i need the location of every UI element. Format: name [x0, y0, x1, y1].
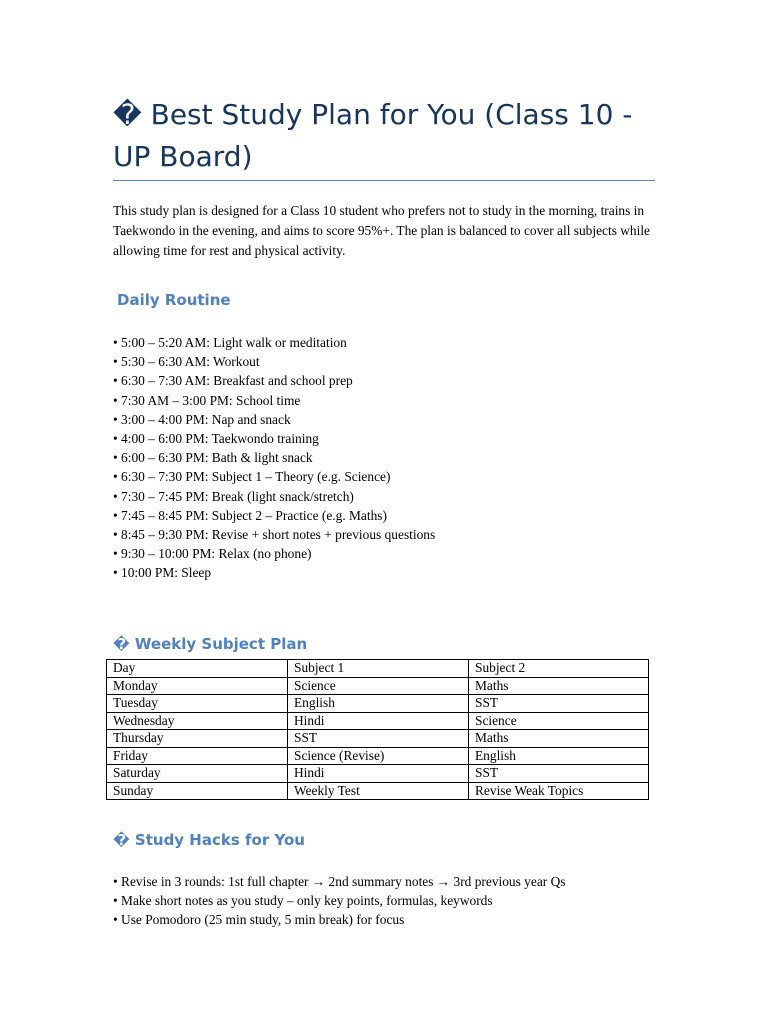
table-header-cell: Subject 1 [288, 660, 469, 678]
table-cell: Hindi [288, 712, 469, 730]
list-item: • 6:00 – 6:30 PM: Bath & light snack [113, 450, 313, 466]
table-cell: Science [469, 712, 649, 730]
intro-paragraph: This study plan is designed for a Class 10 student who prefers not to study in the morning, trains in Taekwondo in the evening, and aims to score 95%+. The plan is balanced to cover all subjects while allowing time for rest and physical activity. [113, 203, 651, 258]
list-item: • 10:00 PM: Sleep [113, 565, 212, 581]
list-item: • 3:00 – 4:00 PM: Nap and snack [113, 411, 291, 427]
list-item: • 7:30 – 7:45 PM: Break (light snack/stretch) [113, 488, 354, 504]
table-cell: Thursday [107, 730, 288, 748]
table-cell: Monday [107, 677, 288, 695]
table-cell: Maths [469, 730, 649, 748]
list-item: • 5:30 – 6:30 AM: Workout [113, 354, 260, 370]
title-underline [113, 180, 655, 181]
table-cell: Friday [107, 747, 288, 765]
document-title: � Best Study Plan for You (Class 10 - UP Board) [113, 98, 633, 173]
list-item: • 5:00 – 5:20 AM: Light walk or meditation [113, 335, 347, 350]
table-cell: Weekly Test [288, 782, 469, 800]
table-header-row [107, 660, 649, 678]
list-item: • 6:30 – 7:30 AM: Breakfast and school prep [113, 373, 353, 389]
table-cell: SST [469, 695, 649, 713]
table-row [107, 695, 649, 713]
list-item: • Revise in 3 rounds: 1st full chapter → 2nd summary notes → 3rd previous year Qs [113, 874, 566, 889]
table-row [107, 747, 649, 765]
table-cell: Tuesday [107, 695, 288, 713]
table-cell: English [288, 695, 469, 713]
table-cell: SST [288, 730, 469, 748]
study-hacks-list [113, 872, 565, 930]
table-cell: Revise Weak Topics [469, 782, 649, 800]
daily-routine-heading: Daily Routine [117, 291, 231, 309]
table-cell: Science (Revise) [288, 747, 469, 765]
table-header-cell: Day [107, 660, 288, 678]
table-cell: SST [469, 765, 649, 783]
list-item: • 7:30 AM – 3:00 PM: School time [113, 392, 301, 408]
list-item: • Make short notes as you study – only key points, formulas, keywords [113, 893, 493, 909]
table-header-cell: Subject 2 [469, 660, 649, 678]
table-cell: Sunday [107, 782, 288, 800]
list-item: • 7:45 – 8:45 PM: Subject 2 – Practice (e.g. Maths) [113, 507, 387, 523]
table-cell: Science [288, 677, 469, 695]
table-row [107, 730, 649, 748]
table-cell: Saturday [107, 765, 288, 783]
study-hacks-heading: � Study Hacks for You [113, 831, 305, 849]
table-cell: Maths [469, 677, 649, 695]
table-row [107, 782, 649, 800]
list-item: • 6:30 – 7:30 PM: Subject 1 – Theory (e.g. Science) [113, 469, 391, 485]
table-cell: Hindi [288, 765, 469, 783]
list-item: • 8:45 – 9:30 PM: Revise + short notes + previous questions [113, 527, 436, 543]
list-item: • 9:30 – 10:00 PM: Relax (no phone) [113, 546, 312, 562]
table-row [107, 712, 649, 730]
daily-routine-list [113, 333, 435, 583]
table-cell: Wednesday [107, 712, 288, 730]
table-row [107, 765, 649, 783]
table-cell: English [469, 747, 649, 765]
weekly-plan-table [106, 659, 649, 800]
list-item: • 4:00 – 6:00 PM: Taekwondo training [113, 431, 319, 447]
weekly-plan-heading: � Weekly Subject Plan [113, 635, 308, 653]
list-item: • Use Pomodoro (25 min study, 5 min break) for focus [113, 912, 405, 928]
table-row [107, 677, 649, 695]
